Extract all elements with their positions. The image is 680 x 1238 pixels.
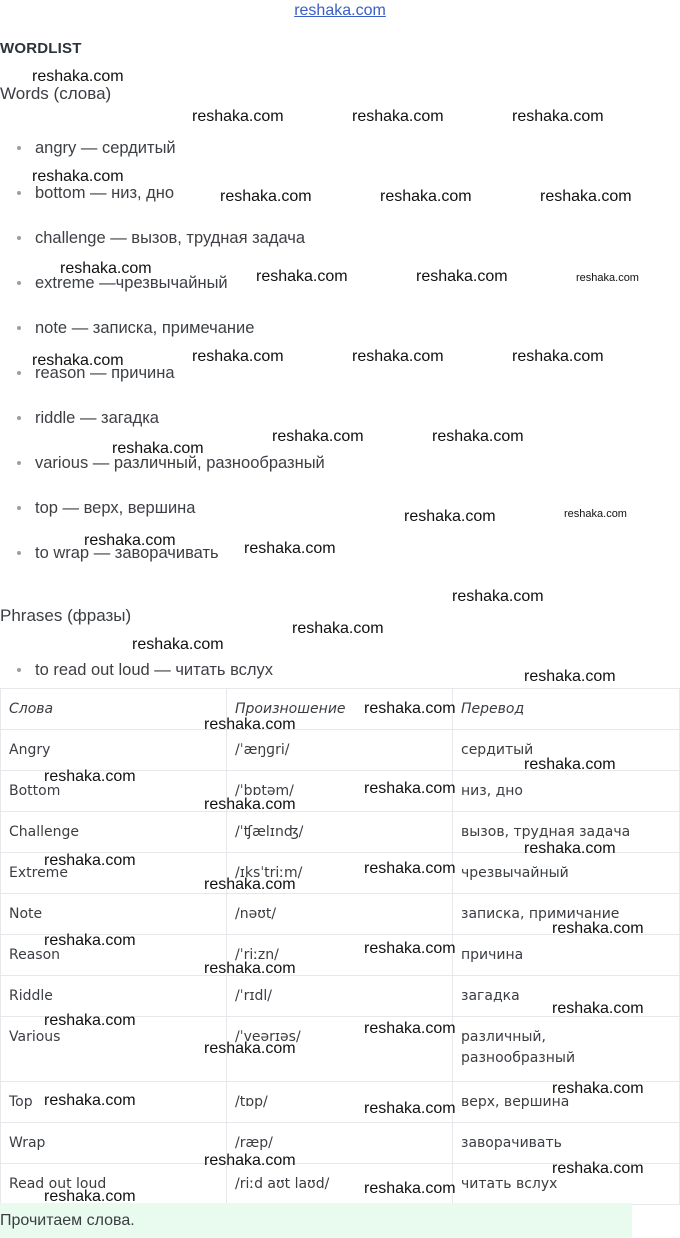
list-item: reason — причина: [0, 351, 680, 396]
watermark: reshaka.com: [204, 1040, 296, 1057]
watermark: reshaka.com: [524, 668, 616, 685]
table-row: [1, 1164, 680, 1205]
pronunciation-cell: /ræp/: [227, 1123, 453, 1164]
watermark: reshaka.com: [132, 636, 224, 653]
watermark: reshaka.com: [204, 960, 296, 977]
watermark: reshaka.com: [44, 768, 136, 785]
list-item: riddle — загадка: [0, 396, 680, 441]
watermark: reshaka.com: [380, 188, 472, 205]
watermark: reshaka.com: [352, 108, 444, 125]
watermark: reshaka.com: [272, 428, 364, 445]
watermark: reshaka.com: [512, 348, 604, 365]
watermark: reshaka.com: [112, 440, 204, 457]
table-row: [1, 1123, 680, 1164]
table-header-row: [1, 689, 680, 730]
bullet-icon: [17, 326, 21, 330]
list-item: extreme —чрезвычайный: [0, 261, 680, 306]
translation-cell: различный, разнообразный: [453, 1017, 680, 1082]
watermark: reshaka.com: [84, 532, 176, 549]
translation-cell: вызов, трудная задача: [453, 812, 680, 853]
watermark: reshaka.com: [204, 1152, 296, 1169]
watermark: reshaka.com: [44, 1012, 136, 1029]
table-row: [1, 1017, 680, 1082]
word-cell: Reason: [1, 935, 227, 976]
vocabulary-table: [0, 688, 680, 1205]
bullet-icon: [17, 551, 21, 555]
bullet-icon: [17, 506, 21, 510]
words-list: [0, 126, 680, 576]
word-cell: Riddle: [1, 976, 227, 1017]
translation-cell: заворачивать: [453, 1123, 680, 1164]
watermark: reshaka.com: [220, 188, 312, 205]
list-item: various — различный, разнообразный: [0, 441, 680, 486]
watermark: reshaka.com: [60, 260, 152, 277]
watermark: reshaka.com: [524, 756, 616, 773]
translation-cell: загадка: [453, 976, 680, 1017]
column-header-pronunciation: Произношение: [227, 689, 453, 730]
phrases-heading: Phrases (фразы): [0, 606, 132, 625]
watermark: reshaka.com: [204, 716, 296, 733]
list-item: note — записка, примечание: [0, 306, 680, 351]
site-link[interactable]: reshaka.com: [294, 2, 386, 19]
table-row: [1, 771, 680, 812]
watermark: reshaka.com: [364, 700, 456, 717]
table-row: [1, 1082, 680, 1123]
translation-cell: чрезвычайный: [453, 853, 680, 894]
pronunciation-cell: /ˈrɪdl/: [227, 976, 453, 1017]
watermark: reshaka.com: [192, 348, 284, 365]
pronunciation-cell: /ˈriːzn/: [227, 935, 453, 976]
watermark: reshaka.com: [364, 780, 456, 797]
watermark: reshaka.com: [204, 796, 296, 813]
watermark: reshaka.com: [244, 540, 336, 557]
watermark: reshaka.com: [44, 932, 136, 949]
watermark: reshaka.com: [540, 188, 632, 205]
pronunciation-cell: /riːd aʊt laʊd/: [227, 1164, 453, 1205]
watermark: reshaka.com: [512, 108, 604, 125]
word-cell: Wrap: [1, 1123, 227, 1164]
pronunciation-cell: /ˈæŋɡri/: [227, 730, 453, 771]
list-item: bottom — низ, дно: [0, 171, 680, 216]
word-cell: Top: [1, 1082, 227, 1123]
word-cell: Angry: [1, 730, 227, 771]
table-row: [1, 853, 680, 894]
watermark: reshaka.com: [32, 168, 124, 185]
watermark: reshaka.com: [204, 876, 296, 893]
translation-cell: сердитый: [453, 730, 680, 771]
word-cell: Read out loud: [1, 1164, 227, 1205]
watermark: reshaka.com: [44, 852, 136, 869]
word-cell: Challenge: [1, 812, 227, 853]
watermark: reshaka.com: [364, 860, 456, 877]
watermark: reshaka.com: [352, 348, 444, 365]
watermark: reshaka.com: [364, 940, 456, 957]
table-row: [1, 935, 680, 976]
translation-cell: причина: [453, 935, 680, 976]
watermark: reshaka.com: [564, 508, 627, 520]
bullet-icon: [17, 281, 21, 285]
table-row: [1, 730, 680, 771]
words-heading: Words (слова): [0, 84, 112, 103]
bullet-icon: [17, 668, 21, 672]
bullet-icon: [17, 461, 21, 465]
watermark: reshaka.com: [44, 1092, 136, 1109]
watermark: reshaka.com: [432, 428, 524, 445]
watermark: reshaka.com: [192, 108, 284, 125]
bullet-icon: [17, 146, 21, 150]
watermark: reshaka.com: [364, 1180, 456, 1197]
translation-cell: записка, примичание: [453, 894, 680, 935]
watermark: reshaka.com: [32, 68, 124, 85]
list-item: top — верх, вершина: [0, 486, 680, 531]
translation-cell: низ, дно: [453, 771, 680, 812]
word-cell: Various: [1, 1017, 227, 1082]
watermark: reshaka.com: [364, 1020, 456, 1037]
watermark: reshaka.com: [404, 508, 496, 525]
table-row: [1, 894, 680, 935]
watermark: reshaka.com: [552, 1160, 644, 1177]
watermark: reshaka.com: [552, 1000, 644, 1017]
translation-cell: верх, вершина: [453, 1082, 680, 1123]
phrases-list: [0, 650, 680, 690]
pronunciation-cell: /ˈʧælɪnʤ/: [227, 812, 453, 853]
watermark: reshaka.com: [364, 1100, 456, 1117]
table-row: [1, 976, 680, 1017]
pronunciation-cell: /ˈbɒtəm/: [227, 771, 453, 812]
word-cell: Bottom: [1, 771, 227, 812]
watermark: reshaka.com: [552, 920, 644, 937]
watermark: reshaka.com: [256, 268, 348, 285]
page-title: WORDLIST: [0, 40, 82, 57]
column-header-words: Слова: [1, 689, 227, 730]
translation-cell: читать вслух: [453, 1164, 680, 1205]
column-header-translation: Перевод: [453, 689, 680, 730]
word-cell: Extreme: [1, 853, 227, 894]
pronunciation-cell: /nəʊt/: [227, 894, 453, 935]
note-bar: Прочитаем слова.: [0, 1203, 632, 1238]
watermark: reshaka.com: [32, 352, 124, 369]
watermark: reshaka.com: [44, 1188, 136, 1205]
watermark: reshaka.com: [524, 840, 616, 857]
list-item: to wrap — заворачивать: [0, 531, 680, 576]
list-item: challenge — вызов, трудная задача: [0, 216, 680, 261]
bullet-icon: [17, 236, 21, 240]
pronunciation-cell: /ɪksˈtriːm/: [227, 853, 453, 894]
bullet-icon: [17, 371, 21, 375]
watermark: reshaka.com: [576, 272, 639, 284]
word-cell: Note: [1, 894, 227, 935]
watermark: reshaka.com: [552, 1080, 644, 1097]
watermark: reshaka.com: [452, 588, 544, 605]
watermark: reshaka.com: [416, 268, 508, 285]
watermark: reshaka.com: [292, 620, 384, 637]
list-item: angry — сердитый: [0, 126, 680, 171]
pronunciation-cell: /ˈveərɪəs/: [227, 1017, 453, 1082]
bullet-icon: [17, 191, 21, 195]
table-row: [1, 812, 680, 853]
list-item: to read out loud — читать вслух: [0, 650, 680, 690]
pronunciation-cell: /tɒp/: [227, 1082, 453, 1123]
bullet-icon: [17, 416, 21, 420]
